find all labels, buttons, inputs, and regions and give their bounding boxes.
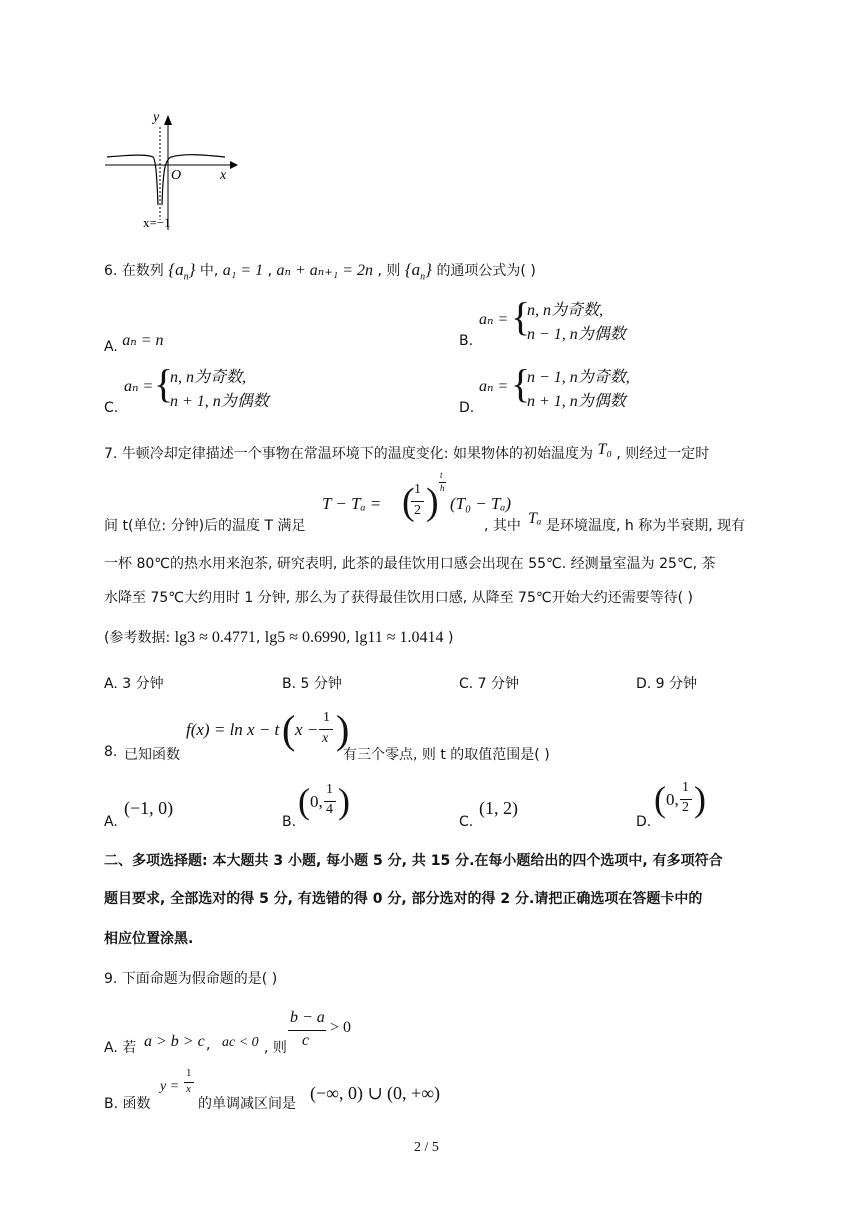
q7-number: 7. — [104, 446, 118, 462]
q6-number: 6. — [104, 263, 118, 279]
q8-frac-num: 1 — [323, 710, 330, 725]
q6-option-c-line2: n + 1, n为偶数 — [170, 393, 269, 410]
q8-option-b-zero: 0, — [310, 792, 323, 811]
q6-option-d-line1: n − 1, n为奇数, — [527, 369, 630, 386]
q7-ref-start: (参考数据: — [104, 630, 171, 646]
q6-option-b-brace: { — [511, 294, 531, 339]
q6-option-d-label: D. — [459, 400, 475, 416]
q7-option-a: A. 3 分钟 — [104, 676, 164, 692]
q8-text-b: 有三个零点, 则 t 的取值范围是( ) — [343, 747, 550, 763]
q9-option-a-cond1: a > b > c — [144, 1033, 205, 1050]
function-graph-svg — [95, 105, 245, 235]
q6-option-c-label: C. — [104, 400, 119, 416]
q6-option-d-brace: { — [511, 361, 531, 406]
q7-frac-num: 1 — [414, 482, 421, 497]
q6-option-c-line1: n, n为奇数, — [170, 369, 247, 386]
q9-option-b-frac-den: x — [186, 1083, 191, 1095]
q8-formula-x: x − — [295, 720, 319, 739]
q6-text-b: 中, — [199, 263, 219, 279]
q8-frac-den: x — [322, 731, 329, 746]
q9-option-a-sep: , — [206, 1037, 211, 1053]
q9-option-a-frac-num: b − a — [290, 1009, 325, 1026]
q8-option-d-num: 1 — [682, 780, 689, 795]
q7-line2 — [104, 468, 804, 538]
q8-frac-bar — [319, 729, 333, 730]
y-axis-label: y — [153, 110, 160, 125]
q7-formula-rhs: (T₀ − Tₐ) — [450, 494, 512, 513]
q7-reference: (参考数据: lg3 ≈ 0.4771, lg5 ≈ 0.6990, lg11 ≈ 1.0414 ) — [104, 629, 454, 646]
q8-option-a-value: (−1, 0) — [124, 798, 174, 818]
q6-option-b-label: B. — [459, 333, 474, 349]
q6-sep: , — [267, 263, 273, 279]
q6-option-d-lhs: aₙ = — [479, 378, 509, 395]
q8-option-d-label: D. — [636, 814, 652, 830]
q7-line3: 一杯 80℃的热水用来泡茶, 研究表明, 此茶的最佳饮用口感会出现在 55℃. 经测量室温为 25℃, 茶 — [104, 556, 716, 572]
q6-stem — [104, 258, 536, 289]
q9-option-a-label: A. 若 — [104, 1040, 137, 1056]
q7-paren-close: ) — [426, 481, 439, 523]
q8-paren-close: ) — [336, 707, 350, 752]
q8-option-b-den: 4 — [326, 802, 333, 817]
q6-option-b-line2: n − 1, n为偶数 — [527, 326, 626, 343]
q8-option-c-label: C. — [459, 814, 474, 830]
q7-line1 — [104, 443, 709, 463]
q6-cond2: aₙ + aₙ₊₁ = 2n — [276, 262, 374, 279]
q7-line2-start: 间 t(单位: 分钟)后的温度 T 满足 — [104, 518, 306, 534]
q9-option-a-cond2: ac < 0 — [222, 1035, 259, 1050]
q7-line1-end: , 则经过一定时 — [616, 446, 710, 462]
q7-line4: 水降至 75℃大约用时 1 分钟, 那么为了获得最佳饮用口感, 从降至 75℃开始大约还需要等待( ) — [104, 590, 693, 606]
q7-frac-bar — [411, 501, 424, 502]
section2-line2: 题目要求, 全部选对的得 5 分, 有选错的得 0 分, 部分选对的得 2 分.请把正确选项在答题卡中的 — [104, 891, 703, 907]
q9-text: 下面命题为假命题的是( ) — [121, 971, 278, 987]
left-branch-curve — [107, 155, 158, 205]
q8-number: 8. — [104, 744, 118, 760]
q7-paren-open: ( — [402, 481, 415, 523]
q8-option-a-label: A. — [104, 814, 118, 830]
q7-ref-2: lg5 ≈ 0.6990 — [264, 629, 347, 646]
y-axis-arrow — [164, 115, 172, 125]
q9-option-b — [104, 1065, 504, 1115]
q6-option-b-line1: n, n为奇数, — [527, 302, 604, 319]
q9-option-b-label: B. 函数 — [104, 1096, 151, 1112]
q8-paren-open: ( — [282, 707, 296, 752]
q7-ref-end: ) — [448, 630, 454, 646]
q6-option-a-label: A. — [104, 339, 118, 355]
q8-option-b-paren-right: ) — [338, 781, 350, 821]
q6-seq-2: $\{a_n\}$ — [404, 260, 432, 283]
q6-option-a — [104, 330, 164, 355]
q8-option-b — [282, 778, 442, 830]
q7-option-b: B. 5 分钟 — [282, 676, 342, 692]
q7-exp-den: h — [440, 483, 445, 493]
q7-T0: T₀ — [597, 441, 612, 458]
q8-option-a — [104, 790, 264, 830]
q7-frac-den: 2 — [414, 503, 421, 518]
q7-line2-mid: , 其中 — [484, 518, 521, 534]
q7-exp-num: t — [440, 470, 443, 480]
q8-option-c — [459, 790, 619, 830]
q8-option-d — [636, 778, 796, 830]
q6-text-a: 在数列 — [121, 263, 164, 279]
x-axis-label: x — [220, 168, 227, 183]
q6-cond1: a₁ = 1 — [222, 262, 264, 279]
q6-seq-1: $\{a_n\}$ — [168, 260, 196, 283]
q7-formula-lhs: T − Tₐ = — [322, 494, 382, 513]
q8-option-d-paren-left: ( — [654, 779, 666, 819]
q9-option-b-frac-num: 1 — [186, 1067, 192, 1079]
function-graph-figure — [95, 105, 245, 235]
q8-option-d-den: 2 — [682, 800, 689, 815]
origin-label: O — [171, 168, 182, 183]
page-number: 2 / 5 — [414, 1140, 439, 1155]
q6-option-a-formula: aₙ = n — [122, 332, 164, 349]
q7-Ta: Tₐ — [528, 510, 542, 527]
q9-option-b-interval: (−∞, 0) ∪ (0, +∞) — [310, 1083, 441, 1103]
q7-option-c: C. 7 分钟 — [459, 676, 520, 692]
section2-line1: 二、多项选择题: 本大题共 3 小题, 每小题 5 分, 共 15 分.在每小题给出的四个选项中, 有多项符合 — [104, 853, 723, 869]
q6-option-d-line2: n + 1, n为偶数 — [527, 393, 626, 410]
q9-stem — [104, 968, 277, 988]
q8-text-a: 已知函数 — [124, 747, 180, 763]
q8-stem — [104, 708, 804, 768]
q9-option-a — [104, 1005, 504, 1060]
q9-option-b-y: y = — [160, 1079, 180, 1094]
q9-number: 9. — [104, 971, 118, 987]
x-axis-arrow — [230, 161, 238, 169]
q8-option-c-value: (1, 2) — [479, 798, 518, 818]
q7-option-d: D. 9 分钟 — [636, 676, 698, 692]
q7-line2-end: 是环境温度, h 称为半衰期, 现有 — [546, 518, 746, 534]
q8-option-b-paren-left: ( — [298, 781, 310, 821]
q6-text-d: 的通项公式为( ) — [436, 263, 536, 279]
asymptote-label: x=−1 — [143, 215, 171, 230]
section2-line3: 相应位置涂黑. — [104, 931, 194, 947]
q6-option-c-brace: { — [154, 361, 174, 406]
q6-option-c-lhs: aₙ = — [124, 378, 154, 395]
q9-option-a-frac-den: c — [302, 1032, 310, 1049]
q8-option-b-num: 1 — [326, 782, 333, 797]
q8-option-d-paren-right: ) — [694, 779, 706, 819]
q9-option-b-text: 的单调减区间是 — [198, 1096, 296, 1112]
q6-option-b-lhs: aₙ = — [479, 311, 509, 328]
q8-option-d-zero: 0, — [666, 790, 679, 809]
q7-line1-text: 牛顿冷却定律描述一个事物在常温环境下的温度变化: 如果物体的初始温度为 — [121, 446, 593, 462]
q6-text-c: , 则 — [377, 263, 401, 279]
q9-option-a-frac-bar — [288, 1030, 326, 1031]
q9-option-a-rel: > 0 — [330, 1019, 352, 1036]
q7-ref-3: lg11 ≈ 1.0414 — [354, 629, 444, 646]
q7-ref-1: lg3 ≈ 0.4771 — [174, 629, 256, 646]
q9-option-a-then: , 则 — [264, 1040, 287, 1056]
q8-formula-a: f(x) = ln x − t — [186, 720, 280, 739]
q8-option-b-label: B. — [282, 814, 297, 830]
